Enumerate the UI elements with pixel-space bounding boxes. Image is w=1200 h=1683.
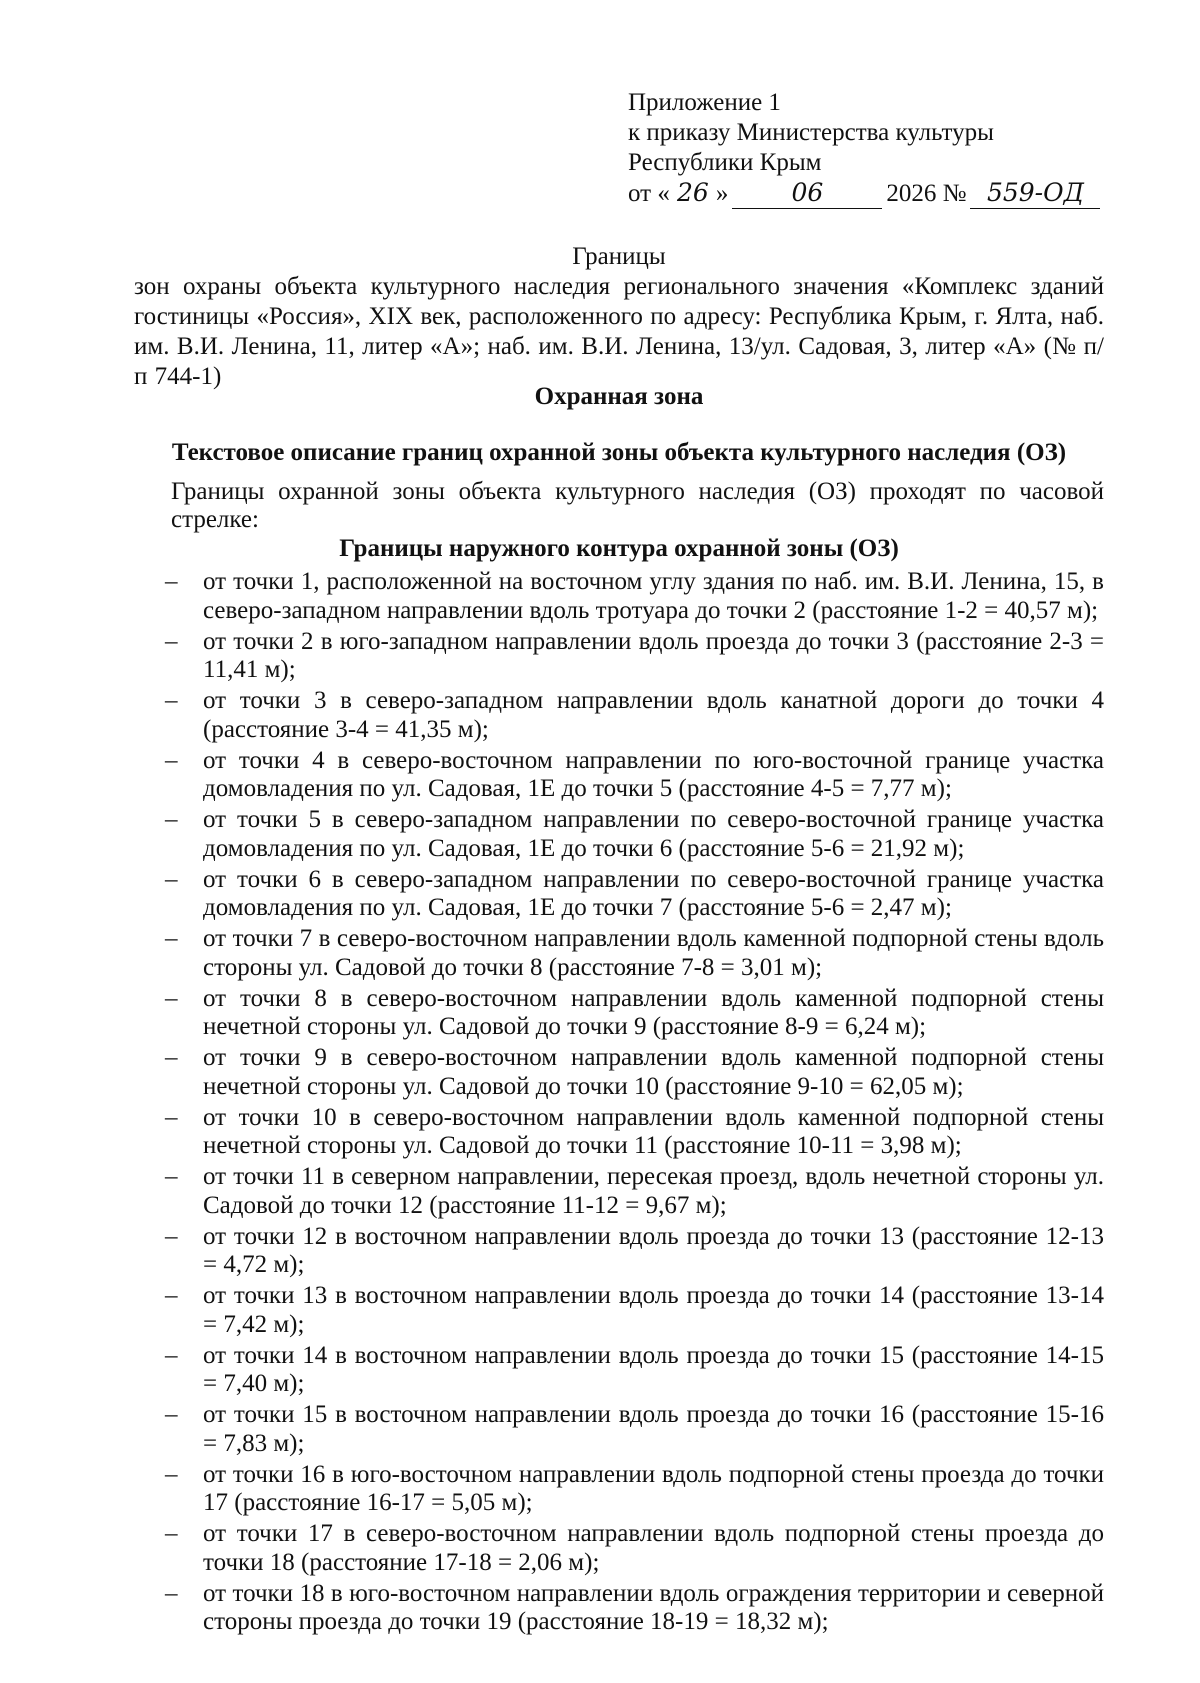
list-item	[160, 806, 1104, 863]
list-item	[160, 1520, 1104, 1577]
list-item-text: от точки 6 в северо-западном направлении по северо-восточной границе участка домовладения по ул. Садовая, 1Е до точки 7 (расстояние 5-6 = 2,47 м);	[203, 865, 1104, 921]
list-item-text: от точки 16 в юго-восточном направлении вдоль подпорной стены проезда до точки 17 (расстояние 16-17 = 5,05 м);	[203, 1460, 1104, 1516]
list-item	[160, 985, 1104, 1042]
dash-bullet: –	[165, 627, 178, 655]
appendix-order-ref: к приказу Министерства культуры	[628, 119, 994, 146]
dash-bullet: –	[165, 1044, 178, 1071]
list-item	[160, 747, 1104, 804]
list-item-text: от точки 2 в юго-западном направлении вдоль проезда до точки 3 (расстояние 2-3 = 11,41 м);	[203, 627, 1104, 683]
dash-bullet: –	[165, 746, 178, 774]
dash-bullet: –	[165, 1163, 178, 1190]
list-item-text: от точки 13 в восточном направлении вдоль проезда до точки 14 (расстояние 13-14 = 7,42 м);	[203, 1282, 1104, 1338]
list-item	[160, 1342, 1104, 1399]
list-item-text: от точки 9 в северо-восточном направлении вдоль каменной подпорной стены нечетной стороны ул. Садовой до точки 10 (расстояние 9-10 = 62,05 м);	[203, 1044, 1104, 1100]
dash-bullet: –	[165, 1460, 178, 1488]
boundary-list	[160, 568, 1104, 1639]
list-item	[160, 925, 1104, 982]
list-item	[160, 1163, 1104, 1220]
dash-bullet: –	[165, 1401, 178, 1428]
list-item-text: от точки 10 в северо-восточном направлении вдоль каменной подпорной стены нечетной стороны ул. Садовой до точки 11 (расстояние 10-11 = 3,98 м);	[203, 1103, 1104, 1159]
list-item-text: от точки 18 в юго-восточном направлении вдоль ограждения территории и северной стороны проезда до точки 19 (расстояние 18-19 = 18,32 м);	[203, 1579, 1104, 1635]
list-item-text: от точки 14 в восточном направлении вдоль проезда до точки 15 (расстояние 14-15 = 7,40 м);	[203, 1341, 1104, 1397]
list-item-text: от точки 11 в северном направлении, пересекая проезд, вдоль нечетной стороны ул. Садовой до точки 12 (расстояние 11-12 = 9,67 м);	[203, 1163, 1104, 1219]
appendix-republic: Республики Крым	[628, 149, 822, 176]
dash-bullet: –	[165, 806, 178, 833]
dash-bullet: –	[165, 568, 178, 595]
list-item-text: от точки 8 в северо-восточном направлении вдоль каменной подпорной стены нечетной стороны ул. Садовой до точки 9 (расстояние 8-9 = 6,24 м);	[203, 984, 1104, 1040]
list-item	[160, 1223, 1104, 1280]
list-item	[160, 866, 1104, 923]
intro-paragraph: Границы охранной зоны объекта культурного наследия (ОЗ) проходят по часовой стрелке:	[171, 478, 1104, 533]
list-item	[160, 628, 1104, 685]
description-heading: Текстовое описание границ охранной зоны объекта культурного наследия (ОЗ)	[171, 439, 1067, 466]
dash-bullet: –	[165, 1222, 178, 1250]
list-item	[160, 1580, 1104, 1637]
list-item	[160, 687, 1104, 744]
dash-bullet: –	[165, 687, 178, 714]
list-item-text: от точки 15 в восточном направлении вдоль проезда до точки 16 (расстояние 15-16 = 7,83 м);	[203, 1401, 1104, 1457]
list-item	[160, 1461, 1104, 1518]
date-prefix: от «	[628, 180, 670, 207]
list-item	[160, 568, 1104, 625]
handwritten-order-number: 559-ОД	[970, 178, 1100, 209]
list-item-text: от точки 3 в северо-западном направлении вдоль канатной дороги до точки 4 (расстояние 3-4 = 41,35 м);	[203, 687, 1104, 743]
document-subtitle: зон охраны объекта культурного наследия регионального значения «Комплекс зданий гостиницы «Россия», XIX век, расположенного по адресу: Республика Крым, г. Ялта, наб. им. В.И. Ленина, 11, литер «А»; наб. им. В.И. Ленина, 13/ул. Садовая, 3, литер «А» (№ п/п 744-1)	[134, 273, 1104, 390]
dash-bullet: –	[165, 1341, 178, 1369]
list-item-text: от точки 7 в северо-восточном направлении вдоль каменной подпорной стены вдоль стороны ул. Садовой до точки 8 (расстояние 7-8 = 3,01 м);	[203, 925, 1104, 981]
appendix-header	[628, 88, 1098, 209]
dash-bullet: –	[165, 984, 178, 1012]
zone-heading: Охранная зона	[534, 383, 704, 410]
dash-bullet: –	[165, 1103, 178, 1131]
year-and-number-label: 2026 №	[886, 180, 967, 207]
document-title: Границы	[572, 243, 666, 270]
date-mid: »	[715, 180, 729, 207]
dash-bullet: –	[165, 1579, 178, 1607]
list-item-text: от точки 5 в северо-западном направлении по северо-восточной границе участка домовладения по ул. Садовая, 1Е до точки 6 (расстояние 5-6 = 21,92 м);	[203, 806, 1104, 862]
handwritten-day: 26	[676, 178, 709, 207]
dash-bullet: –	[165, 925, 178, 952]
list-item-text: от точки 1, расположенной на восточном углу здания по наб. им. В.И. Ленина, 15, в северо-западном направлении вдоль тротуара до точки 2 (расстояние 1-2 = 40,57 м);	[203, 568, 1104, 624]
handwritten-month: 06	[732, 178, 882, 209]
appendix-number: Приложение 1	[628, 89, 781, 116]
list-item-text: от точки 17 в северо-восточном направлении вдоль подпорной стены проезда до точки 18 (расстояние 17-18 = 2,06 м);	[203, 1520, 1104, 1576]
dash-bullet: –	[165, 865, 178, 893]
list-item	[160, 1401, 1104, 1458]
list-item	[160, 1104, 1104, 1161]
list-item	[160, 1282, 1104, 1339]
dash-bullet: –	[165, 1282, 178, 1309]
appendix-date-line	[628, 178, 1098, 209]
list-item	[160, 1044, 1104, 1101]
list-item-text: от точки 12 в восточном направлении вдоль проезда до точки 13 (расстояние 12-13 = 4,72 м);	[203, 1222, 1104, 1278]
dash-bullet: –	[165, 1520, 178, 1547]
contour-heading: Границы наружного контура охранной зоны (ОЗ)	[339, 535, 899, 562]
list-item-text: от точки 4 в северо-восточном направлении по юго-восточной границе участка домовладения по ул. Садовая, 1Е до точки 5 (расстояние 4-5 = 7,77 м);	[203, 746, 1104, 802]
